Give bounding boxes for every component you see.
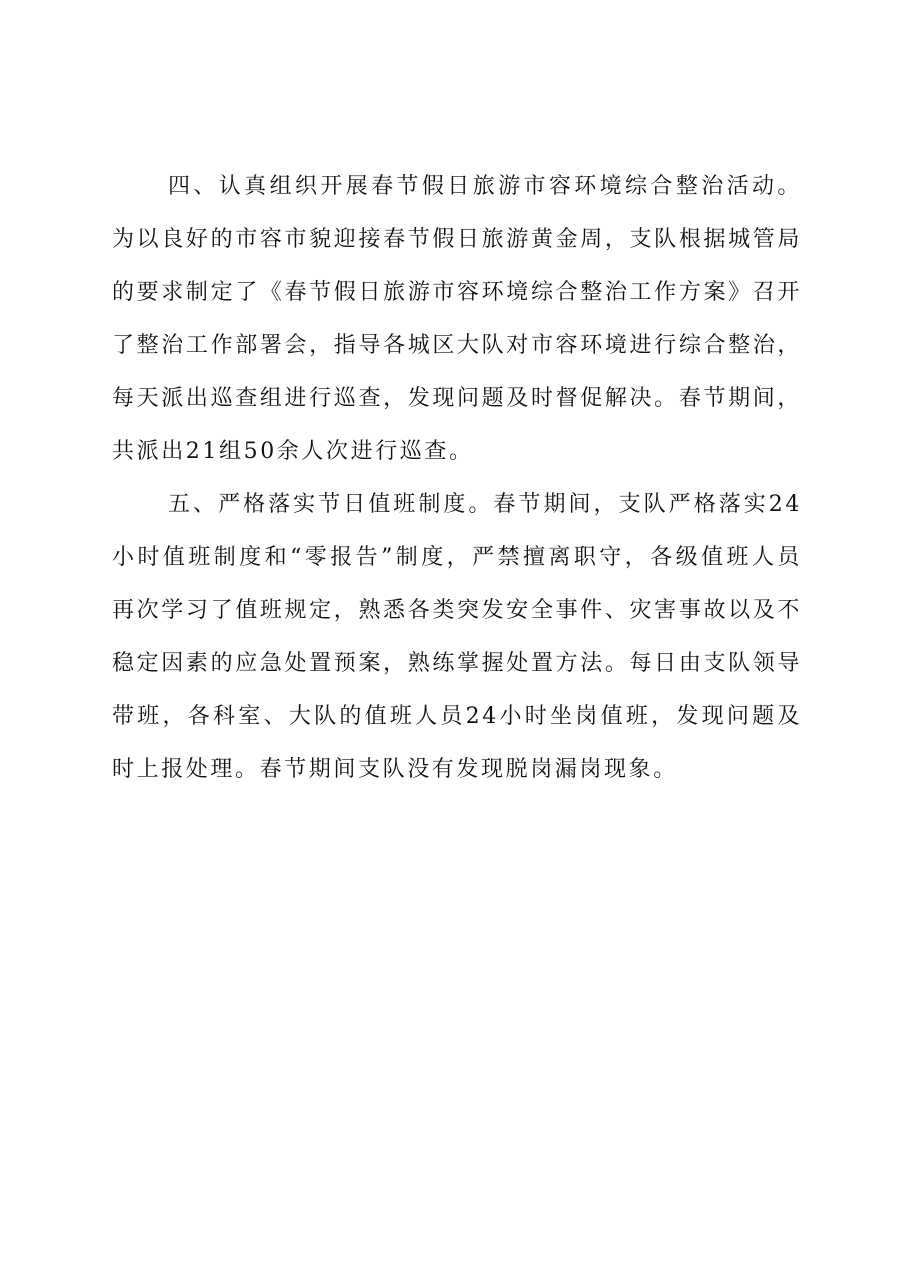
paragraph-section-five: 五、严格落实节日值班制度。春节期间，支队严格落实24小时值班制度和“零报告”制度，严禁擅离职守，各级值班人员再次学习了值班规定，熟悉各类突发安全事件、灾害事故以及不稳定因素的应急处置预案，熟练掌握处置方法。每日由支队领导带班，各科室、大队的值班人员24小时坐岗值班，发现问题及时上报处理。春节期间支队没有发现脱岗漏岗现象。 [112,492,802,782]
paragraph-section-four: 四、认真组织开展春节假日旅游市容环境综合整治活动。为以良好的市容市貌迎接春节假日旅游黄金周，支队根据城管局的要求制定了《春节假日旅游市容环境综合整治工作方案》召开了整治工作部署会，指导各城区大队对市容环境进行综合整治，每天派出巡查组进行巡查，发现问题及时督促解决。春节期间，共派出21组50余人次进行巡查。 [112,174,802,464]
document-body [112,160,802,796]
